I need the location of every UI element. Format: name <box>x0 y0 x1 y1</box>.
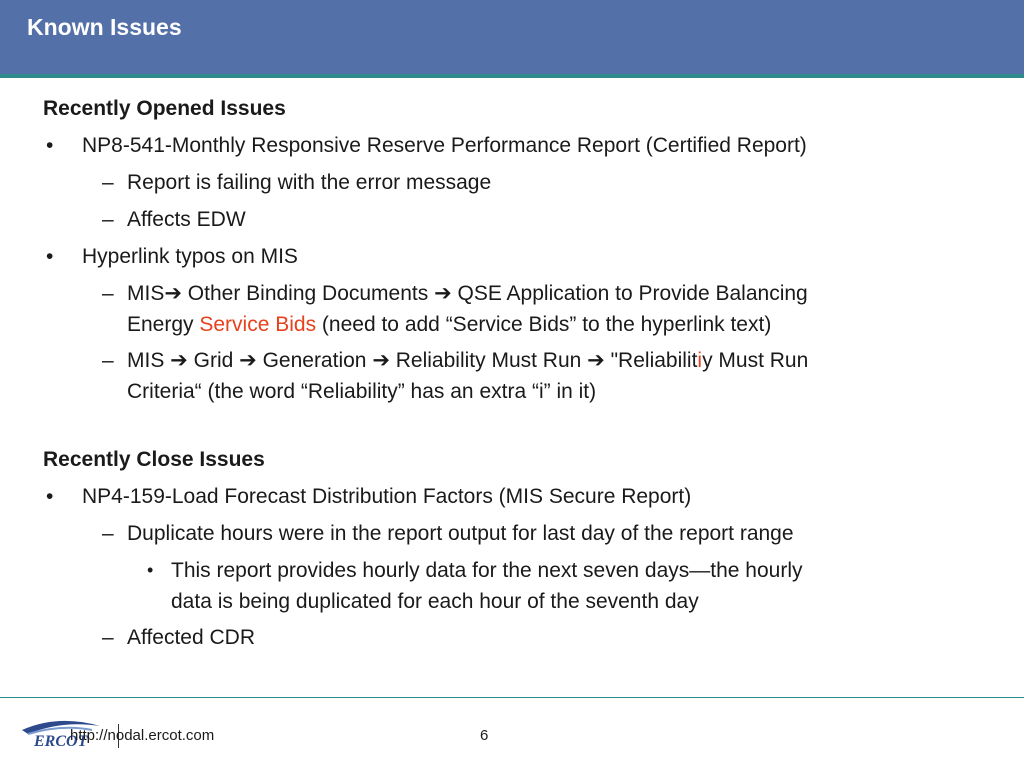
dash-icon: – <box>102 282 114 305</box>
right-arrow-icon: ➔ <box>587 349 605 372</box>
closed-detail-line-1: This report provides hourly data for the next seven days—the hourly <box>171 559 803 582</box>
closed-detail-line-2: data is being duplicated for each hour of the seventh day <box>171 590 699 613</box>
link-typo-2-line-2: Criteria“ (the word “Reliability” has an extra “i” in it) <box>127 380 597 403</box>
title-divider <box>0 74 1024 78</box>
dash-icon: – <box>102 626 114 649</box>
link-typo-2-line-1: MIS ➔ Grid ➔ Generation ➔ Reliability Must Run ➔ "Reliabilitiy Must Run <box>127 349 809 372</box>
dash-icon: – <box>102 171 114 194</box>
link-typo-1-line-2: Energy Service Bids (need to add “Service Bids” to the hyperlink text) <box>127 313 772 336</box>
title-bar <box>0 0 1024 74</box>
highlighted-text: Service Bids <box>199 313 317 336</box>
link-typo-1-line-1: MIS➔ Other Binding Documents ➔ QSE Application to Provide Balancing <box>127 282 808 305</box>
page-number: 6 <box>480 727 489 744</box>
right-arrow-icon: ➔ <box>170 349 188 372</box>
closed-item-1: NP4-159-Load Forecast Distribution Factors (MIS Secure Report) <box>82 485 692 508</box>
footer-url-link[interactable]: http://nodal.ercot.com <box>70 727 215 744</box>
dash-icon: – <box>102 522 114 545</box>
right-arrow-icon: ➔ <box>164 282 182 305</box>
dash-icon: – <box>102 208 114 231</box>
bullet-icon: • <box>147 560 154 580</box>
right-arrow-icon: ➔ <box>239 349 257 372</box>
bullet-icon: • <box>46 134 54 157</box>
footer-divider <box>0 697 1024 698</box>
dash-icon: – <box>102 349 114 372</box>
closed-heading: Recently Close Issues <box>43 448 265 471</box>
closed-item-1-sub-2: Affected CDR <box>127 626 255 649</box>
opened-item-1: NP8-541-Monthly Responsive Reserve Performance Report (Certified Report) <box>82 134 807 157</box>
bullet-icon: • <box>46 245 54 268</box>
closed-item-1-sub-1: Duplicate hours were in the report output for last day of the report range <box>127 522 794 545</box>
opened-item-1-sub-2: Affects EDW <box>127 208 246 231</box>
right-arrow-icon: ➔ <box>434 282 452 305</box>
bullet-icon: • <box>46 485 54 508</box>
svg-text:ERCOT: ERCOT <box>34 733 88 750</box>
slide-title: Known Issues <box>27 14 182 40</box>
right-arrow-icon: ➔ <box>372 349 390 372</box>
highlighted-text: i <box>697 349 703 372</box>
opened-item-1-sub-1: Report is failing with the error message <box>127 171 492 194</box>
opened-heading: Recently Opened Issues <box>43 97 286 120</box>
opened-item-2: Hyperlink typos on MIS <box>82 245 298 268</box>
